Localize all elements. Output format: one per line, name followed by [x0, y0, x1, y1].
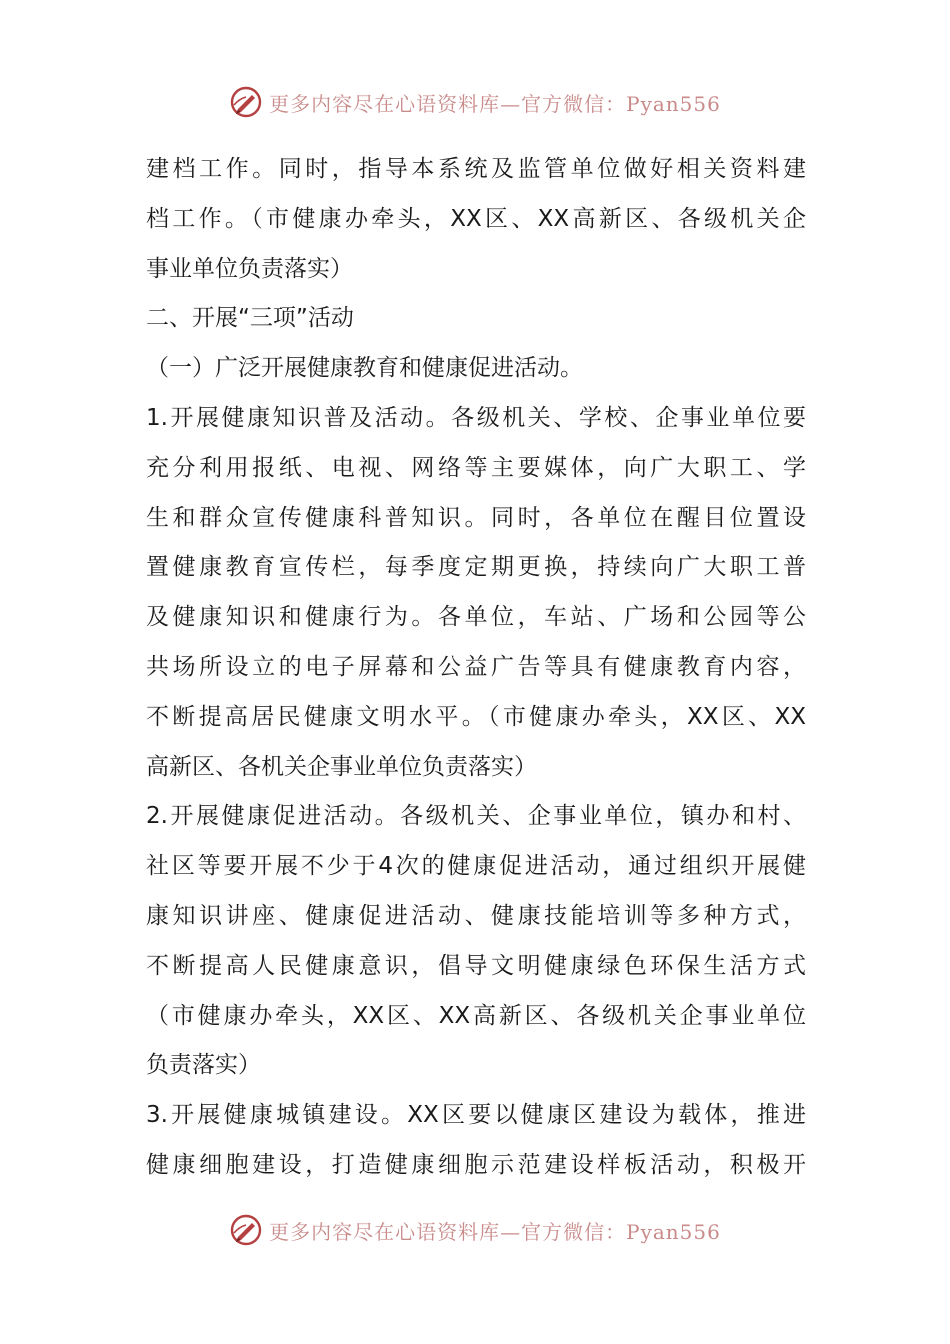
- text-line: 置健康教育宣传栏，每季度定期更换，持续向广大职工普: [146, 554, 806, 581]
- text-line: 共场所设立的电子屏幕和公益广告等具有健康教育内容，: [146, 653, 806, 680]
- text-line: 不断提高人民健康意识，倡导文明健康绿色环保生活方式: [146, 952, 806, 979]
- text-line: 社区等要开展不少于4次的健康促进活动，通过组织开展健: [146, 853, 806, 880]
- text-line: 及健康知识和健康行为。各单位，车站、广场和公园等公: [146, 604, 806, 631]
- text-line: 3.开展健康城镇建设。XX区要以健康区建设为载体，推进: [146, 1102, 806, 1129]
- text-line: 生和群众宣传健康科普知识。同时，各单位在醒目位置设: [146, 504, 806, 531]
- text-line: 负责落实）: [146, 1052, 261, 1079]
- text-line: 不断提高居民健康文明水平。（市健康办牵头，XX区、XX: [146, 703, 806, 730]
- pen-logo-icon: [229, 85, 263, 119]
- footer-watermark: [0, 1210, 950, 1250]
- text-line: 高新区、各机关企事业单位负责落实）: [146, 753, 537, 780]
- header-watermark: [0, 82, 950, 122]
- text-line: 2.开展健康促进活动。各级机关、企事业单位，镇办和村、: [146, 803, 806, 830]
- text-line: 档工作。（市健康办牵头，XX区、XX高新区、各级机关企: [146, 205, 806, 232]
- document-body: [146, 145, 806, 1191]
- text-line: 康知识讲座、健康促进活动、健康技能培训等多种方式，: [146, 902, 806, 929]
- text-line: 充分利用报纸、电视、网络等主要媒体，向广大职工、学: [146, 454, 806, 481]
- text-line: 1.开展健康知识普及活动。各级机关、学校、企事业单位要: [146, 404, 806, 431]
- text-line: （一）广泛开展健康教育和健康促进活动。: [146, 355, 583, 382]
- watermark-text: 更多内容尽在心语资料库—官方微信：Pyan556: [269, 91, 721, 116]
- text-line: 建档工作。同时，指导本系统及监管单位做好相关资料建: [146, 156, 806, 182]
- text-line: 事业单位负责落实）: [146, 255, 353, 282]
- text-line: 健康细胞建设，打造健康细胞示范建设样板活动，积极开: [146, 1151, 806, 1178]
- pen-logo-icon: [229, 1213, 263, 1247]
- watermark-text: 更多内容尽在心语资料库—官方微信：Pyan556: [269, 1219, 721, 1244]
- text-line: （市健康办牵头，XX区、XX高新区、各级机关企事业单位: [146, 1002, 806, 1029]
- text-line: 二、开展“三项”活动: [146, 305, 354, 332]
